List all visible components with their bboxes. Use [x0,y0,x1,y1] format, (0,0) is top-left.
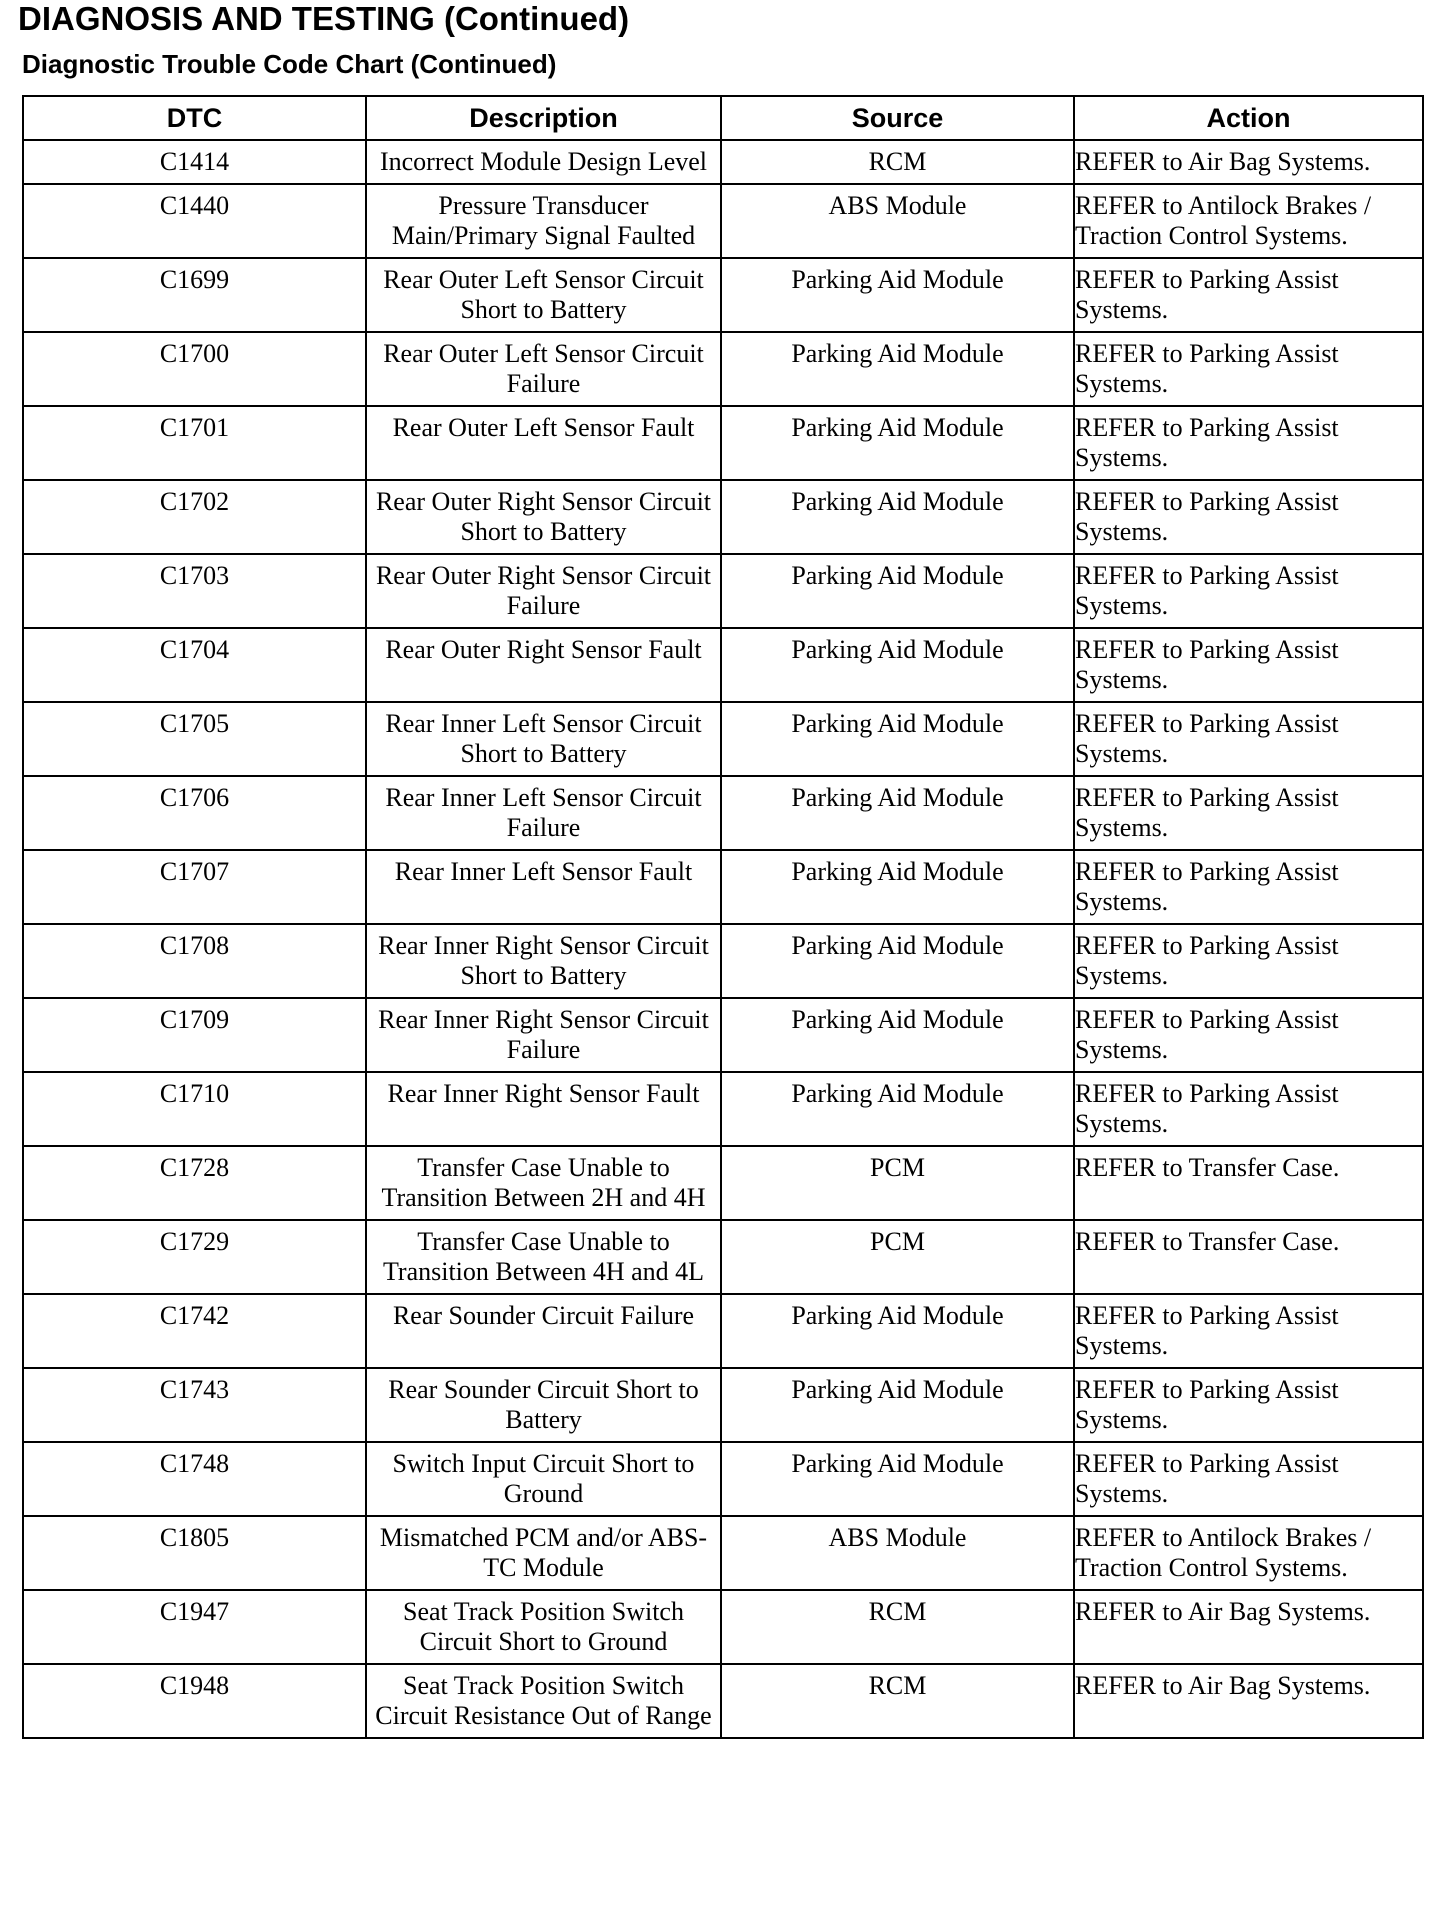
table-row [23,1442,1423,1516]
dtc-action: REFER to Parking Assist Systems. [1074,258,1423,332]
dtc-code: C1699 [23,258,366,332]
dtc-action: REFER to Transfer Case. [1074,1146,1423,1220]
table-row [23,702,1423,776]
dtc-source: Parking Aid Module [721,702,1074,776]
dtc-source: RCM [721,1590,1074,1664]
table-row [23,628,1423,702]
dtc-description: Rear Outer Right Sensor Circuit Short to Battery [366,480,721,554]
table-row [23,140,1423,184]
dtc-description: Rear Sounder Circuit Failure [366,1294,721,1368]
column-header-dtc: DTC [23,96,366,140]
dtc-code: C1708 [23,924,366,998]
dtc-action: REFER to Parking Assist Systems. [1074,776,1423,850]
dtc-code: C1728 [23,1146,366,1220]
table-row [23,554,1423,628]
dtc-code: C1729 [23,1220,366,1294]
section-title: DIAGNOSIS AND TESTING (Continued) [18,0,630,37]
dtc-description: Rear Inner Left Sensor Circuit Failure [366,776,721,850]
dtc-description: Rear Outer Left Sensor Fault [366,406,721,480]
table-row [23,480,1423,554]
table-row [23,406,1423,480]
column-header-description: Description [366,96,721,140]
table-row [23,1590,1423,1664]
table-row [23,1146,1423,1220]
dtc-action: REFER to Parking Assist Systems. [1074,332,1423,406]
dtc-description: Rear Outer Left Sensor Circuit Failure [366,332,721,406]
dtc-action: REFER to Parking Assist Systems. [1074,554,1423,628]
dtc-source: Parking Aid Module [721,1072,1074,1146]
dtc-source: ABS Module [721,1516,1074,1590]
dtc-source: RCM [721,140,1074,184]
dtc-source: Parking Aid Module [721,258,1074,332]
dtc-action: REFER to Parking Assist Systems. [1074,1368,1423,1442]
table-row [23,1368,1423,1442]
dtc-description: Switch Input Circuit Short to Ground [366,1442,721,1516]
dtc-code: C1805 [23,1516,366,1590]
dtc-action: REFER to Antilock Brakes / Traction Control Systems. [1074,1516,1423,1590]
dtc-action: REFER to Parking Assist Systems. [1074,406,1423,480]
dtc-description: Seat Track Position Switch Circuit Short to Ground [366,1590,721,1664]
dtc-action: REFER to Parking Assist Systems. [1074,1072,1423,1146]
column-header-source: Source [721,96,1074,140]
table-row [23,332,1423,406]
dtc-action: REFER to Parking Assist Systems. [1074,924,1423,998]
dtc-source: Parking Aid Module [721,850,1074,924]
dtc-code: C1743 [23,1368,366,1442]
dtc-action: REFER to Parking Assist Systems. [1074,1442,1423,1516]
dtc-code: C1710 [23,1072,366,1146]
table-row [23,1294,1423,1368]
dtc-table [22,95,1424,1739]
dtc-source: RCM [721,1664,1074,1738]
table-row [23,1072,1423,1146]
dtc-description: Rear Outer Right Sensor Circuit Failure [366,554,721,628]
table-row [23,776,1423,850]
dtc-code: C1440 [23,184,366,258]
dtc-action: REFER to Air Bag Systems. [1074,1664,1423,1738]
dtc-action: REFER to Air Bag Systems. [1074,140,1423,184]
dtc-code: C1947 [23,1590,366,1664]
column-header-action: Action [1074,96,1423,140]
dtc-description: Transfer Case Unable to Transition Between 4H and 4L [366,1220,721,1294]
table-row [23,1516,1423,1590]
dtc-description: Seat Track Position Switch Circuit Resistance Out of Range [366,1664,721,1738]
table-row [23,258,1423,332]
table-row [23,1220,1423,1294]
table-row [23,1664,1423,1738]
dtc-code: C1700 [23,332,366,406]
table-row [23,998,1423,1072]
dtc-source: Parking Aid Module [721,924,1074,998]
dtc-description: Mismatched PCM and/or ABS-TC Module [366,1516,721,1590]
table-title: Diagnostic Trouble Code Chart (Continued) [22,49,557,79]
dtc-action: REFER to Parking Assist Systems. [1074,998,1423,1072]
dtc-description: Rear Inner Left Sensor Circuit Short to Battery [366,702,721,776]
table-row [23,184,1423,258]
dtc-code: C1707 [23,850,366,924]
dtc-description: Transfer Case Unable to Transition Between 2H and 4H [366,1146,721,1220]
dtc-source: Parking Aid Module [721,554,1074,628]
dtc-description: Rear Inner Right Sensor Circuit Short to Battery [366,924,721,998]
dtc-code: C1706 [23,776,366,850]
dtc-source: Parking Aid Module [721,332,1074,406]
dtc-source: Parking Aid Module [721,998,1074,1072]
dtc-description: Rear Outer Left Sensor Circuit Short to Battery [366,258,721,332]
dtc-action: REFER to Parking Assist Systems. [1074,702,1423,776]
dtc-source: Parking Aid Module [721,1294,1074,1368]
dtc-code: C1709 [23,998,366,1072]
table-row [23,924,1423,998]
dtc-action: REFER to Parking Assist Systems. [1074,850,1423,924]
table-header-row [23,96,1423,140]
dtc-action: REFER to Parking Assist Systems. [1074,480,1423,554]
dtc-code: C1742 [23,1294,366,1368]
dtc-action: REFER to Transfer Case. [1074,1220,1423,1294]
dtc-source: Parking Aid Module [721,628,1074,702]
dtc-action: REFER to Air Bag Systems. [1074,1590,1423,1664]
dtc-source: Parking Aid Module [721,480,1074,554]
dtc-description: Rear Inner Right Sensor Fault [366,1072,721,1146]
dtc-code: C1701 [23,406,366,480]
dtc-action: REFER to Parking Assist Systems. [1074,1294,1423,1368]
dtc-source: PCM [721,1220,1074,1294]
table-row [23,850,1423,924]
dtc-code: C1705 [23,702,366,776]
dtc-action: REFER to Antilock Brakes / Traction Control Systems. [1074,184,1423,258]
dtc-action: REFER to Parking Assist Systems. [1074,628,1423,702]
dtc-source: Parking Aid Module [721,1368,1074,1442]
dtc-source: Parking Aid Module [721,1442,1074,1516]
dtc-code: C1704 [23,628,366,702]
table-body [23,140,1423,1738]
dtc-description: Rear Inner Left Sensor Fault [366,850,721,924]
dtc-description: Pressure Transducer Main/Primary Signal Faulted [366,184,721,258]
dtc-description: Rear Inner Right Sensor Circuit Failure [366,998,721,1072]
dtc-description: Rear Outer Right Sensor Fault [366,628,721,702]
dtc-description: Incorrect Module Design Level [366,140,721,184]
dtc-code: C1748 [23,1442,366,1516]
dtc-source: Parking Aid Module [721,406,1074,480]
dtc-code: C1703 [23,554,366,628]
dtc-code: C1948 [23,1664,366,1738]
dtc-source: ABS Module [721,184,1074,258]
dtc-description: Rear Sounder Circuit Short to Battery [366,1368,721,1442]
dtc-source: Parking Aid Module [721,776,1074,850]
dtc-code: C1414 [23,140,366,184]
dtc-code: C1702 [23,480,366,554]
dtc-source: PCM [721,1146,1074,1220]
